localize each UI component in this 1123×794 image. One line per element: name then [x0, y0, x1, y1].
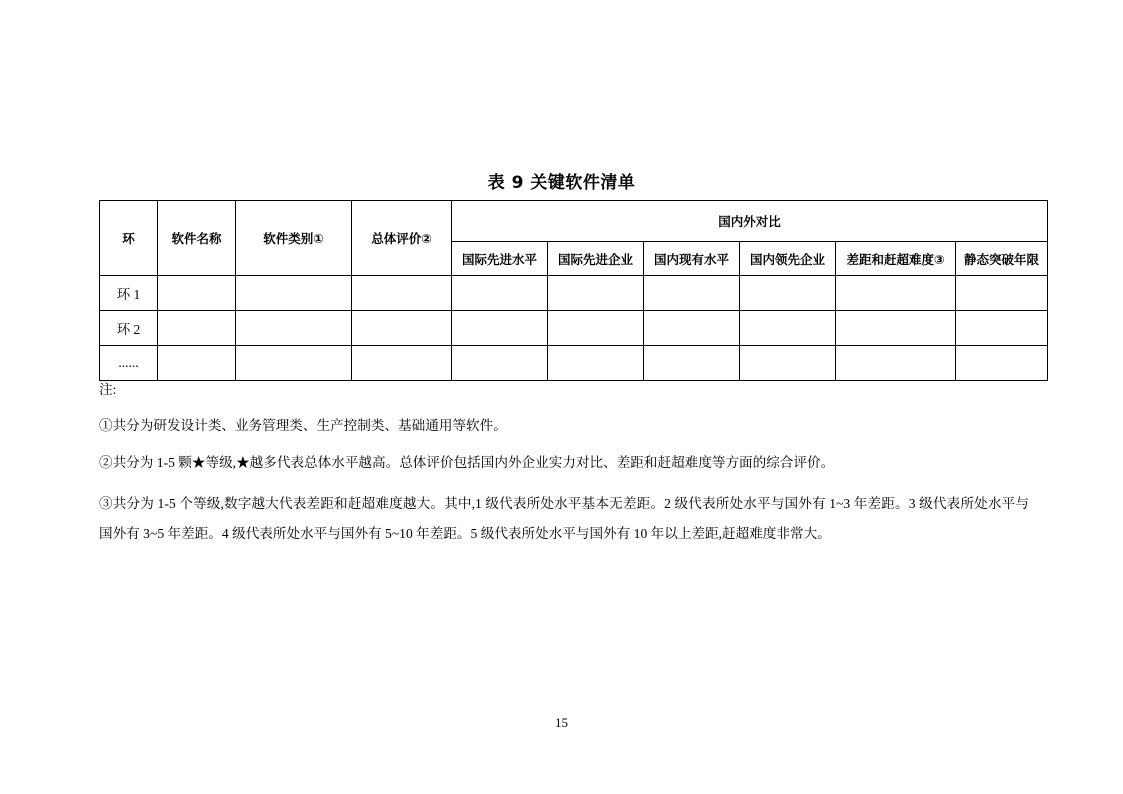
header-software-category: 软件类别① [236, 201, 352, 276]
cell-software-name [158, 311, 236, 346]
cell-gap-and-difficulty [836, 311, 956, 346]
header-env: 环 [100, 201, 158, 276]
cell-overall-evaluation [352, 346, 452, 381]
key-software-table [99, 200, 1048, 381]
table-header-row-1 [100, 201, 1048, 242]
header-intl-advanced-enterprise: 国际先进企业 [548, 242, 644, 276]
cell-domestic-current-level [644, 346, 740, 381]
note-item-1: ①共分为研发设计类、业务管理类、生产控制类、基础通用等软件。 [99, 418, 507, 434]
header-overall-evaluation: 总体评价② [352, 201, 452, 276]
table-row [100, 311, 1048, 346]
header-static-breakthrough-years: 静态突破年限 [956, 242, 1048, 276]
row-label: 环 2 [100, 311, 158, 346]
header-comparison-group: 国内外对比 [452, 201, 1048, 242]
cell-intl-advanced-enterprise [548, 346, 644, 381]
header-intl-advanced-level: 国际先进水平 [452, 242, 548, 276]
cell-static-breakthrough-years [956, 276, 1048, 311]
cell-overall-evaluation [352, 276, 452, 311]
cell-intl-advanced-level [452, 311, 548, 346]
cell-static-breakthrough-years [956, 311, 1048, 346]
cell-software-name [158, 276, 236, 311]
cell-static-breakthrough-years [956, 346, 1048, 381]
cell-domestic-leading-enterprise [740, 311, 836, 346]
cell-intl-advanced-level [452, 276, 548, 311]
header-domestic-leading-enterprise: 国内领先企业 [740, 242, 836, 276]
notes-section [99, 380, 1029, 560]
header-domestic-current-level: 国内现有水平 [644, 242, 740, 276]
cell-domestic-current-level [644, 276, 740, 311]
table-title: 表 9 关键软件清单 [487, 173, 636, 193]
cell-domestic-current-level [644, 311, 740, 346]
table-row [100, 346, 1048, 381]
row-label: ...... [100, 346, 158, 381]
header-gap-and-difficulty: 差距和赶超难度③ [836, 242, 956, 276]
cell-intl-advanced-enterprise [548, 311, 644, 346]
cell-software-category [236, 311, 352, 346]
cell-gap-and-difficulty [836, 276, 956, 311]
cell-domestic-leading-enterprise [740, 276, 836, 311]
cell-intl-advanced-level [452, 346, 548, 381]
cell-software-category [236, 346, 352, 381]
cell-software-category [236, 276, 352, 311]
cell-gap-and-difficulty [836, 346, 956, 381]
notes-heading: 注: [99, 382, 117, 397]
cell-software-name [158, 346, 236, 381]
cell-domestic-leading-enterprise [740, 346, 836, 381]
row-label: 环 1 [100, 276, 158, 311]
header-software-name: 软件名称 [158, 201, 236, 276]
note-item-3: ③共分为 1-5 个等级,数字越大代表差距和赶超难度越大。其中,1 级代表所处水平基本无差距。2 级代表所处水平与国外有 1~3 年差距。3 级代表所处水平与国外有 3~5 年差距。4 级代表所处水平与国外有 5~10 年差距。5 级代表所处水平与国外有 10 年以上差距,赶超难度非常大。 [99, 495, 1029, 542]
cell-intl-advanced-enterprise [548, 276, 644, 311]
software-table-container [99, 200, 1040, 381]
cell-overall-evaluation [352, 311, 452, 346]
note-item-2: ②共分为 1-5 颗★等级,★越多代表总体水平越高。总体评价包括国内外企业实力对比、差距和赶超难度等方面的综合评价。 [99, 454, 835, 470]
page-number: 15 [555, 715, 568, 730]
table-row [100, 276, 1048, 311]
